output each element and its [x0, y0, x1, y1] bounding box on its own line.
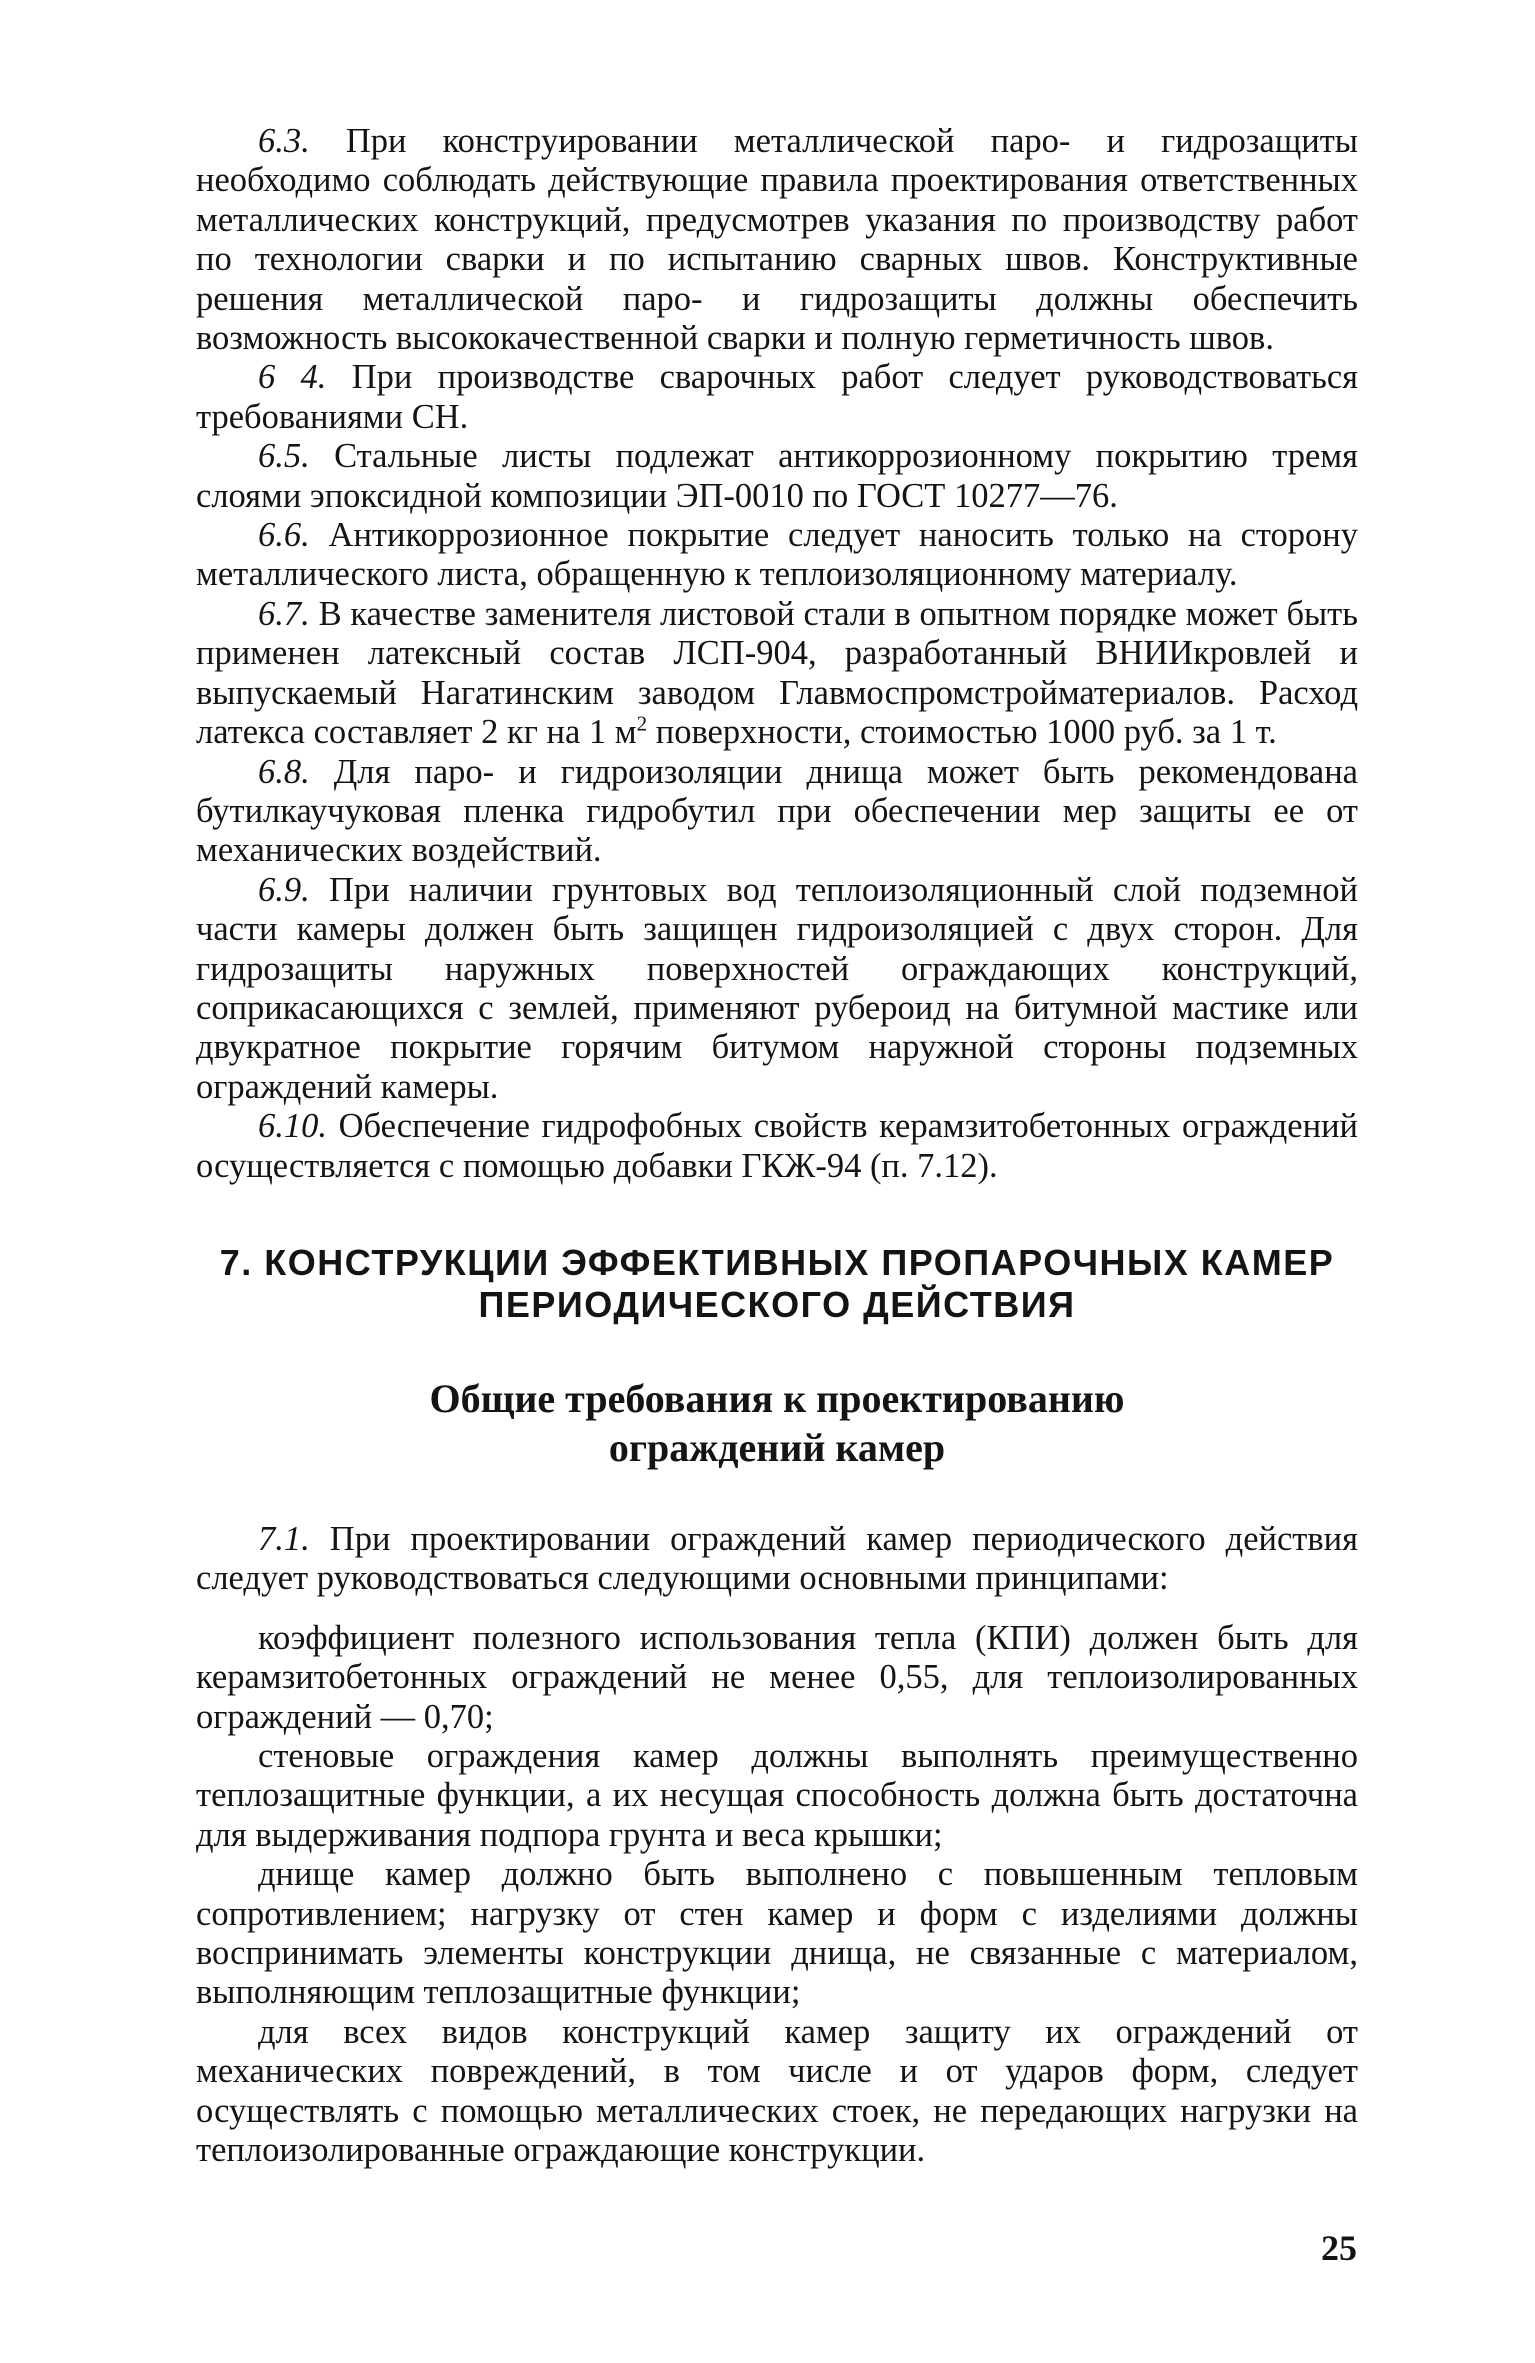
- paragraph-text: Обеспечение гидрофобных свойств керамзитобетонных ограждений осуществляется с помощью добавки ГКЖ-94 (п. 7.12).: [196, 1107, 1358, 1185]
- clause-number: 7.1.: [258, 1519, 310, 1558]
- paragraph-text: При конструировании металлической паро- и гидрозащиты необходимо соблюдать действующие правила проектирования ответственных металлических конструкций, предусмотрев указания по производству работ по технологии сварки и по испытанию сварных швов. Конструктивные решения металлической паро- и гидрозащиты должны обеспечить возможность высококачественной сварки и полную герметичность швов.: [196, 122, 1358, 358]
- paragraph-text: Антикоррозионное покрытие следует наносить только на сторону металлического листа, обращенную к теплоизоляционному материалу.: [196, 516, 1358, 594]
- section-heading-line: ПЕРИОДИЧЕСКОГО ДЕЙСТВИЯ: [478, 1283, 1076, 1325]
- list-item: днище камер должно быть выполнено с повышенным тепловым сопротивлением; нагрузку от стен камер и форм с изделиями должны воспринимать элементы конструкции днища, не связанные с материалом, выполняющим теплозащитные функции;: [196, 1855, 1358, 2012]
- list-item: стеновые ограждения камер должны выполнять преимущественно теплозащитные функции, а их несущая способность должна быть достаточна для выдерживания подпора грунта и веса крышки;: [196, 1737, 1358, 1854]
- paragraph-6-3: [196, 122, 1358, 358]
- paragraph-text: поверхности, стоимостью 1000 руб. за 1 т.: [647, 713, 1277, 752]
- clause-number: 6.7.: [258, 594, 310, 633]
- paragraph-6-10: [196, 1107, 1358, 1186]
- paragraph-6-5: [196, 437, 1358, 516]
- paragraph-text: При производстве сварочных работ следует руководствоваться требованиями СН.: [196, 358, 1359, 436]
- page-number: 25: [1321, 2228, 1357, 2268]
- subsection-heading: [196, 1374, 1358, 1472]
- clause-number: 6.8.: [258, 752, 310, 791]
- paragraph-6-4: [196, 358, 1358, 437]
- clause-number: 6.9.: [258, 870, 310, 909]
- subsection-heading-line: Общие требования к проектированию: [429, 1375, 1125, 1421]
- list-item: коэффициент полезного использования тепла (КПИ) должен быть для керамзитобетонных ограждений не менее 0,55, для теплоизолированных ограждений — 0,70;: [196, 1618, 1358, 1736]
- clause-number: 6.3.: [258, 122, 310, 160]
- paragraph-text: При наличии грунтовых вод теплоизоляционный слой подземной части камеры должен быть защищен гидроизоляцией с двух сторон. Для гидрозащиты наружных поверхностей ограждающих конструкций, соприкасающихся с землей, применяют рубероид на битумной мастике или двукратное покрытие горячим битумом наружной стороны подземных ограждений камеры.: [196, 870, 1358, 1106]
- clause-number: 6.10.: [258, 1107, 327, 1146]
- paragraph-text: При проектировании ограждений камер периодического действия следует руководствоваться следующими основными принципами:: [196, 1519, 1358, 1598]
- subsection-heading-line: ограждений камер: [608, 1424, 946, 1470]
- clause-number: 6 4.: [258, 358, 327, 397]
- paragraph-text: Стальные листы подлежат антикоррозионному покрытию тремя слоями эпоксидной композиции ЭП-0010 по ГОСТ 10277—76.: [196, 437, 1358, 515]
- page-content: [196, 122, 1358, 2170]
- paragraph-6-9: [196, 871, 1358, 1107]
- paragraph-6-7: [196, 595, 1358, 753]
- paragraph-7-1: [196, 1520, 1358, 1599]
- paragraph-6-8: [196, 753, 1358, 871]
- clause-number: 6.5.: [258, 437, 310, 476]
- section-heading-line: 7. КОНСТРУКЦИИ ЭФФЕКТИВНЫХ ПРОПАРОЧНЫХ КАМЕР: [219, 1241, 1335, 1283]
- section-heading: [196, 1242, 1358, 1326]
- paragraph-6-6: [196, 516, 1358, 595]
- superscript: 2: [636, 711, 648, 736]
- paragraph-text: В качестве заменителя листовой стали в опытном порядке может быть применен латексный состав ЛСП-904, разработанный ВНИИкровлей и выпускаемый Нагатинским заводом Главмоспромстройматериалов. Расход латекса составляет 2 кг на 1 м: [196, 594, 1358, 752]
- paragraph-text: Для паро- и гидроизоляции днища может быть рекомендована бутилкаучуковая пленка гидробутил при обеспечении мер защиты ее от механических воздействий.: [196, 752, 1358, 870]
- clause-number: 6.6.: [258, 516, 310, 555]
- list-item: для всех видов конструкций камер защиту их ограждений от механических повреждений, в том числе и от ударов форм, следует осуществлять с помощью металлических стоек, не передающих нагрузки на теплоизолированные ограждающие конструкции.: [196, 2012, 1358, 2170]
